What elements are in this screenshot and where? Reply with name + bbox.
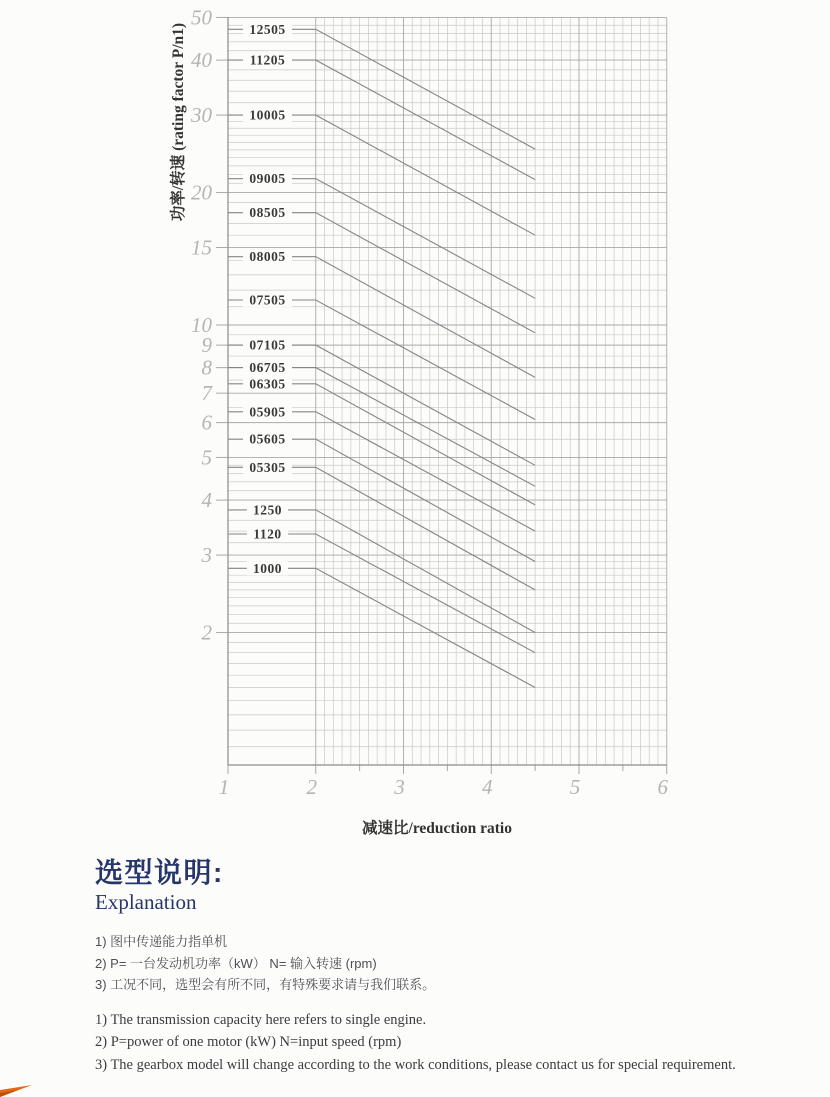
notes-en [95, 1009, 805, 1077]
series-label-08005: 08005 [249, 249, 286, 265]
x-tick-label: 4 [482, 775, 493, 799]
y-tick-label: 40 [191, 48, 212, 73]
note-en-1: 1) The transmission capacity here refers to single engine. [95, 1011, 427, 1028]
section-title-zh: 选型说明: [95, 857, 224, 888]
y-tick-label: 9 [201, 333, 212, 358]
series-label-10005: 10005 [249, 107, 286, 123]
y-tick-label: 4 [201, 488, 212, 513]
series-label-1120: 1120 [253, 526, 282, 542]
series-label-07505: 07505 [249, 292, 286, 308]
y-tick-label: 8 [201, 355, 212, 380]
x-tick-label: 5 [569, 775, 581, 799]
note-en-3: 3) The gearbox model will change according to the work conditions, please contact us for special requirement. [95, 1056, 736, 1073]
series-label-06305: 06305 [249, 376, 286, 392]
x-tick-label: 2 [306, 775, 317, 799]
series-label-1250: 1250 [252, 502, 282, 518]
y-tick-label: 30 [191, 103, 212, 128]
y-tick-label: 15 [191, 235, 212, 260]
series-line-12505 [228, 29, 535, 149]
x-tick-label: 3 [394, 775, 405, 799]
x-tick-label: 6 [657, 775, 668, 799]
series-label-09005: 09005 [249, 171, 286, 187]
x-tick-label: 1 [218, 775, 230, 799]
note-en-2: 2) P=power of one motor (kW) N=input speed (rpm) [95, 1034, 402, 1050]
grid [216, 17, 667, 774]
note-zh-3: 3) 工况不同，选型会有所不同，有特殊要求请与我们联系。 [95, 977, 436, 992]
y-tick-label: 20 [191, 180, 212, 205]
y-axis-title: 功率/转速 (rating factor P/n1) [170, 22, 187, 222]
note-zh-1: 1) 图中传递能力指单机 [95, 934, 228, 949]
y-tick-label: 50 [191, 5, 212, 30]
series-line-09005 [228, 179, 535, 299]
y-tick-label: 6 [201, 410, 212, 435]
x-axis-title: 减速比/reduction ratio [362, 820, 512, 837]
series-label-12505: 12505 [249, 21, 286, 37]
series-line-1120 [228, 534, 535, 653]
series-label-07105: 07105 [249, 337, 286, 353]
series-label-11205: 11205 [249, 52, 286, 68]
y-tick-label: 10 [191, 313, 212, 337]
series-label-1000: 1000 [252, 560, 282, 576]
corner-logo-mark [0, 1082, 40, 1097]
series-label-05305: 05305 [249, 459, 286, 475]
series-label-06705: 06705 [249, 360, 286, 376]
series-label-05605: 05605 [249, 431, 286, 447]
y-tick-label: 2 [201, 620, 212, 645]
y-tick-label: 5 [201, 445, 212, 470]
y-tick-label: 7 [201, 381, 212, 406]
explanation-section [95, 856, 805, 1076]
swoosh-shape [0, 1085, 32, 1097]
y-tick-label: 3 [201, 543, 212, 568]
series-label-05905: 05905 [249, 404, 286, 420]
notes-zh [95, 931, 805, 996]
note-zh-2: 2) P= 一台发动机功率（kW） N= 输入转速 (rpm) [95, 955, 377, 971]
section-title-en: Explanation [95, 890, 197, 914]
series-label-08505: 08505 [249, 205, 286, 221]
